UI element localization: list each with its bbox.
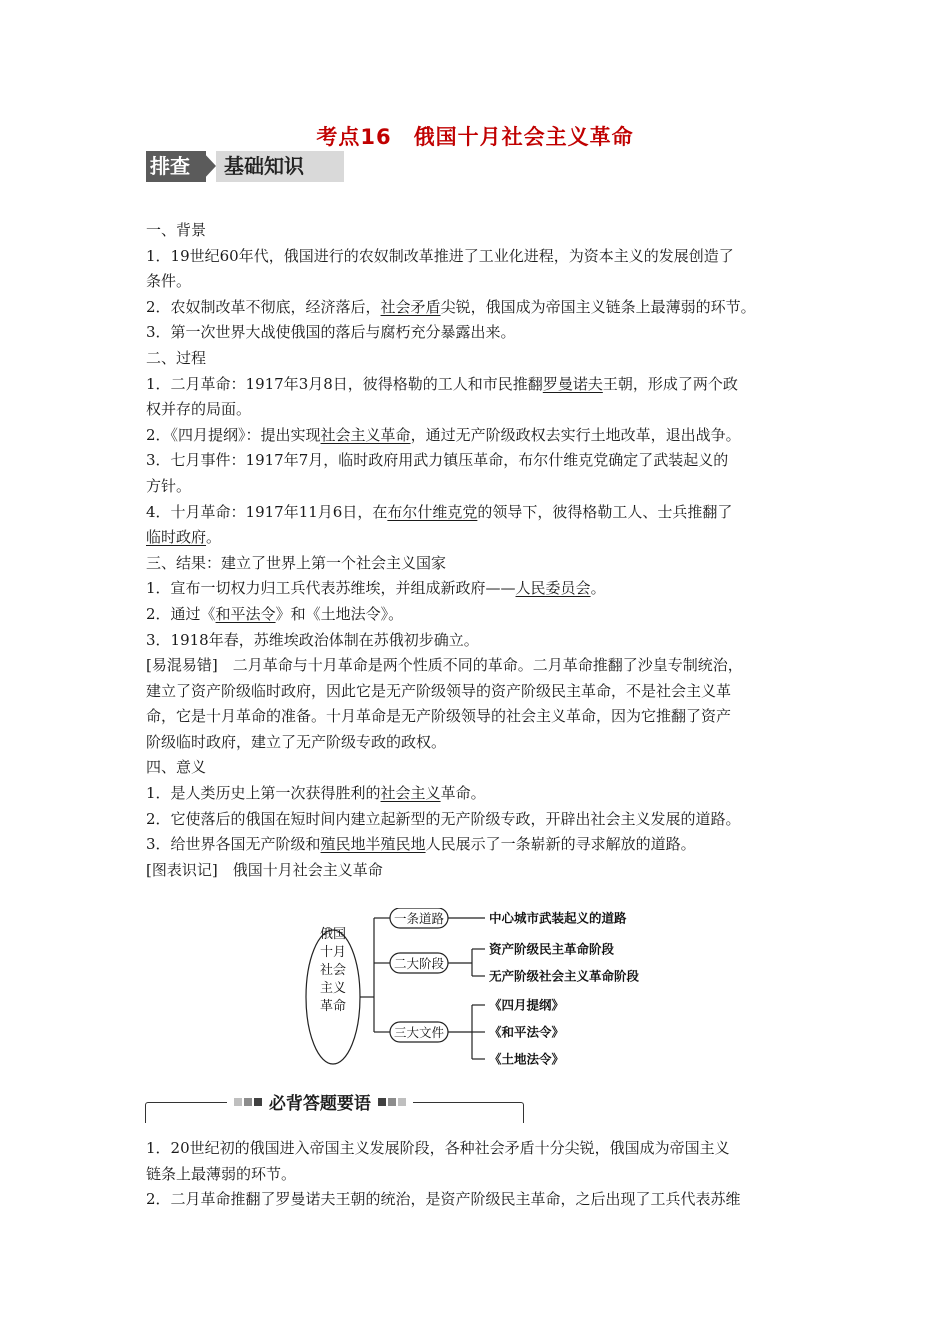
text-segment: [易混易错] 二月革命与十月革命是两个性质不同的革命。二月革命推翻了沙皇专制统治， xyxy=(146,656,743,675)
text-segment: 四、意义 xyxy=(146,758,207,777)
leaf-node-label: 《土地法令》 xyxy=(489,1051,565,1067)
text-line xyxy=(146,602,826,628)
text-segment: 2．通过《 xyxy=(146,604,216,623)
text-line xyxy=(146,551,826,577)
square-icon xyxy=(398,1098,406,1106)
text-segment: 2．农奴制改革不彻底，经济落后， xyxy=(146,297,381,316)
text-line xyxy=(146,423,826,449)
root-node-label: 俄国 xyxy=(319,927,347,942)
underlined-answer: 社会主义革命 xyxy=(320,425,411,444)
must-memorize-label xyxy=(227,1089,413,1114)
banner-label-basics: 基础知识 xyxy=(216,151,344,182)
text-segment: 三、结果：建立了世界上第一个社会主义国家 xyxy=(146,553,447,572)
text-segment: 》和《土地法令》。 xyxy=(275,604,404,623)
text-line xyxy=(146,346,826,372)
square-icon xyxy=(254,1098,262,1106)
text-line: 2．二月革命推翻了罗曼诺夫王朝的统治，是资产阶级民主革命，之后出现了工兵代表苏维 xyxy=(146,1190,741,1209)
text-segment: 王朝，形成了两个政 xyxy=(602,374,738,393)
text-segment: ，通过无产阶级政权去实行土地改革，退出战争。 xyxy=(410,425,741,444)
text-segment: 2．它使落后的俄国在短时间内建立起新型的无产阶级专政，开辟出社会主义发展的道路。 xyxy=(146,809,741,828)
leaf-node-label: 中心城市武装起义的道路 xyxy=(489,910,627,926)
text-segment: 命，它是十月革命的准备。十月革命是无产阶级领导的社会主义革命，因为它推翻了资产 xyxy=(146,707,732,726)
leaf-node-label: 无产阶级社会主义革命阶段 xyxy=(489,968,640,984)
underlined-answer: 社会矛盾 xyxy=(380,297,441,316)
text-line xyxy=(146,269,826,295)
text-segment: 1．宣布一切权力归工兵代表苏维埃，并组成新政府—— xyxy=(146,579,516,598)
text-segment: 3．给世界各国无产阶级和 xyxy=(146,835,321,854)
text-line xyxy=(146,781,826,807)
text-line xyxy=(146,525,826,551)
section-banner xyxy=(146,151,344,182)
text-line xyxy=(146,755,826,781)
square-icon xyxy=(388,1098,396,1106)
branch-node-label: 二大阶段 xyxy=(393,956,445,971)
text-segment: 条件。 xyxy=(146,272,192,291)
text-segment: 权并存的局面。 xyxy=(146,400,252,419)
text-line xyxy=(146,807,826,833)
text-line xyxy=(146,397,826,423)
root-node-label: 主义 xyxy=(319,981,347,996)
text-segment: [图表识记] 俄国十月社会主义革命 xyxy=(146,860,383,879)
text-segment: 4．十月革命：1917年11月6日，在 xyxy=(146,502,388,521)
text-line xyxy=(146,653,826,679)
square-icon xyxy=(244,1098,252,1106)
text-segment: 的领导下，彼得格勒工人、士兵推翻了 xyxy=(477,502,733,521)
text-line xyxy=(146,295,826,321)
text-segment: 一、背景 xyxy=(146,221,207,239)
text-segment: 3．第一次世界大战使俄国的落后与腐朽充分暴露出来。 xyxy=(146,323,516,342)
underlined-answer: 临时政府 xyxy=(146,528,207,547)
text-line xyxy=(146,704,826,730)
text-line xyxy=(146,679,826,705)
text-line xyxy=(146,474,826,500)
text-line: 1．20世纪初的俄国进入帝国主义发展阶段，各种社会矛盾十分尖锐，俄国成为帝国主义 xyxy=(146,1139,730,1157)
must-memorize-header xyxy=(145,1083,525,1123)
text-segment: 方针。 xyxy=(146,476,192,495)
text-segment: 3．七月事件：1917年7月，临时政府用武力镇压革命，布尔什维克党确定了武装起义的 xyxy=(146,451,729,470)
must-memorize-title: 必背答题要语 xyxy=(268,1094,371,1114)
leaf-node-label: 资产阶级民主革命阶段 xyxy=(489,941,615,957)
text-line xyxy=(146,858,826,884)
text-segment: 革命。 xyxy=(440,784,486,803)
text-segment: 尖锐，俄国成为帝国主义链条上最薄弱的环节。 xyxy=(440,297,756,316)
text-segment: 建立了资产阶级临时政府，因此它是无产阶级领导的资产阶级民主革命，不是社会主义革 xyxy=(146,681,732,700)
text-segment: 1．19世纪60年代，俄国进行的农奴制改革推进了工业化进程，为资本主义的发展创造了 xyxy=(146,246,734,265)
text-line xyxy=(146,244,826,270)
text-segment: 1．二月革命：1917年3月8日，彼得格勒的工人和市民推翻 xyxy=(146,374,543,393)
text-line xyxy=(146,730,826,756)
square-icon xyxy=(378,1098,386,1106)
text-segment: 人民展示了一条崭新的寻求解放的道路。 xyxy=(425,835,696,854)
text-line: 链条上最薄弱的环节。 xyxy=(146,1164,297,1183)
branch-node-label: 一条道路 xyxy=(393,911,445,926)
text-line xyxy=(146,576,826,602)
text-segment: 阶级临时政府，建立了无产阶级专政的政权。 xyxy=(146,732,447,751)
text-segment: 。 xyxy=(206,528,222,547)
main-content xyxy=(146,218,826,883)
square-icon xyxy=(234,1098,242,1106)
underlined-answer: 罗曼诺夫 xyxy=(542,374,603,393)
root-node-label: 十月 xyxy=(319,945,347,960)
leaf-node-label: 《四月提纲》 xyxy=(489,997,565,1013)
underlined-answer: 人民委员会 xyxy=(515,579,591,598)
text-line xyxy=(146,372,826,398)
text-line xyxy=(146,628,826,654)
root-node-label: 革命 xyxy=(319,999,347,1014)
underlined-answer: 布尔什维克党 xyxy=(387,502,478,521)
text-segment: 3．1918年春，苏维埃政治体制在苏俄初步确立。 xyxy=(146,630,479,649)
text-segment: 二、过程 xyxy=(146,348,207,367)
text-segment: 2．《四月提纲》：提出实现 xyxy=(146,425,321,444)
text-line xyxy=(146,320,826,346)
underlined-answer: 和平法令 xyxy=(215,604,276,623)
text-segment: 1．是人类历史上第一次获得胜利的 xyxy=(146,784,381,803)
text-line xyxy=(146,832,826,858)
banner-label-check: 排查 xyxy=(146,151,206,182)
text-segment: 。 xyxy=(590,579,606,598)
underlined-answer: 社会主义 xyxy=(380,784,441,803)
text-line xyxy=(146,500,826,526)
must-memorize-content xyxy=(146,1136,826,1213)
text-line xyxy=(146,448,826,474)
page-title: 考点16 俄国十月社会主义革命 xyxy=(316,125,634,149)
branch-node-label: 三大文件 xyxy=(393,1025,445,1040)
mind-map-diagram xyxy=(300,908,660,1074)
text-line xyxy=(146,218,826,244)
underlined-answer: 殖民地半殖民地 xyxy=(320,835,426,854)
leaf-node-label: 《和平法令》 xyxy=(489,1024,565,1040)
banner-arrow-icon xyxy=(202,151,216,181)
root-node-label: 社会 xyxy=(319,963,347,978)
